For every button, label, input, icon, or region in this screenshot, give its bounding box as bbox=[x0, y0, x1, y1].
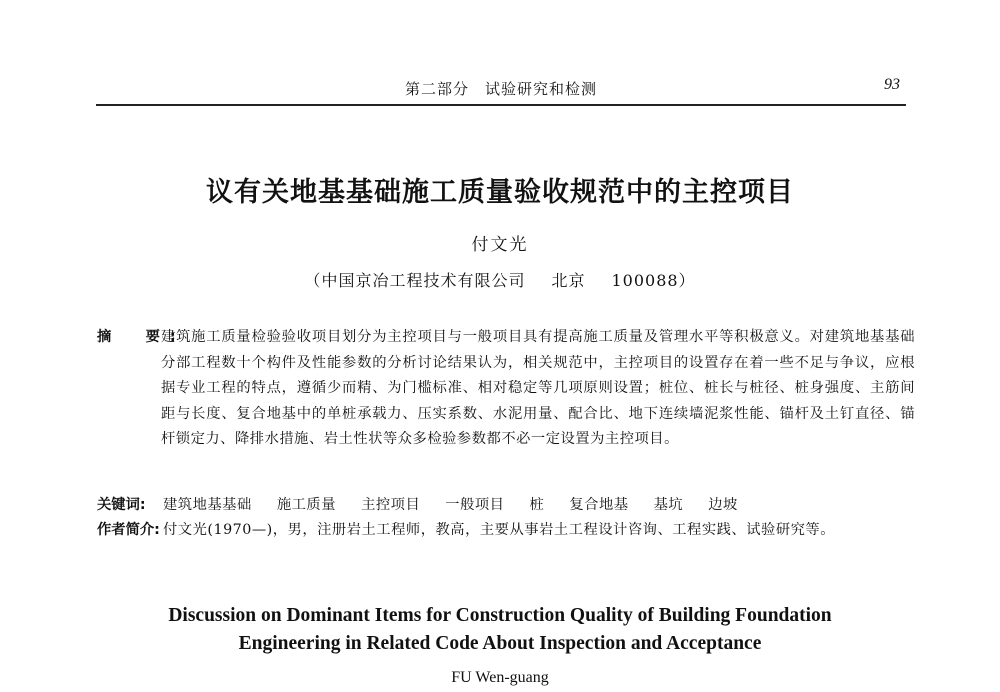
keywords-list bbox=[163, 493, 915, 519]
keywords-label: 关键词: bbox=[97, 497, 146, 513]
affiliation-city: 北京 bbox=[551, 271, 586, 290]
paper-title-en-line2: Engineering in Related Code About Inspection and Acceptance bbox=[238, 633, 762, 654]
keyword: 复合地基 bbox=[569, 497, 629, 513]
abstract-text: 建筑施工质量检验验收项目划分为主控项目与一般项目具有提高施工质量及管理水平等积极意义。对建筑地基基础分部工程数十个构件及性能参数的分析讨论结果认为，相关规范中，主控项目的设置存在着一些不足与争议，应根据专业工程的特点，遵循少而精、为门槛标准、相对稳定等几项原则设置；桩位、桩长与桩径、桩身强度、主筋间距与长度、复合地基中的单桩承载力、压实系数、水泥用量、配合比、地下连续墙泥浆性能、锚杆及土钉直径、锚杆锁定力、降排水措施、岩土性状等众多检验参数都不必一定设置为主控项目。 bbox=[161, 329, 915, 447]
keyword: 基坑 bbox=[653, 497, 684, 513]
affiliation-close-paren: ） bbox=[678, 271, 696, 290]
affiliation-org: 中国京冶工程技术有限公司 bbox=[321, 271, 526, 290]
keyword: 边坡 bbox=[708, 497, 738, 513]
keyword: 建筑地基基础 bbox=[163, 497, 252, 513]
running-header bbox=[96, 70, 906, 106]
author-bio-label: 作者简介: bbox=[97, 522, 160, 538]
author-bio-block bbox=[97, 518, 915, 544]
author-affiliation bbox=[0, 268, 1000, 291]
author-name-en: FU Wen-guang bbox=[451, 669, 549, 686]
abstract-block bbox=[97, 325, 915, 453]
keyword: 桩 bbox=[529, 497, 545, 513]
header-section-title: 第二部分 试验研究和检测 bbox=[404, 80, 597, 98]
paper-title-en bbox=[0, 602, 1000, 658]
paper-title-en-line1: Discussion on Dominant Items for Construction Quality of Building Foundation bbox=[168, 605, 832, 626]
keyword: 施工质量 bbox=[276, 497, 337, 513]
author-name-cn: 付文光 bbox=[471, 235, 529, 255]
keywords-block bbox=[97, 493, 915, 519]
affiliation-open-paren: （ bbox=[304, 271, 322, 290]
author-bio-text: 付文光(1970—)，男，注册岩土工程师，教高，主要从事岩土工程设计咨询、工程实践、试验研究等。 bbox=[163, 522, 836, 538]
paper-title-cn: 议有关地基基础施工质量验收规范中的主控项目 bbox=[206, 177, 794, 208]
abstract-label: 摘 要: bbox=[97, 329, 186, 345]
keyword: 主控项目 bbox=[361, 497, 421, 513]
header-page-number: 93 bbox=[884, 76, 900, 93]
affiliation-postcode: 100088 bbox=[611, 271, 679, 290]
keyword: 一般项目 bbox=[445, 497, 505, 513]
